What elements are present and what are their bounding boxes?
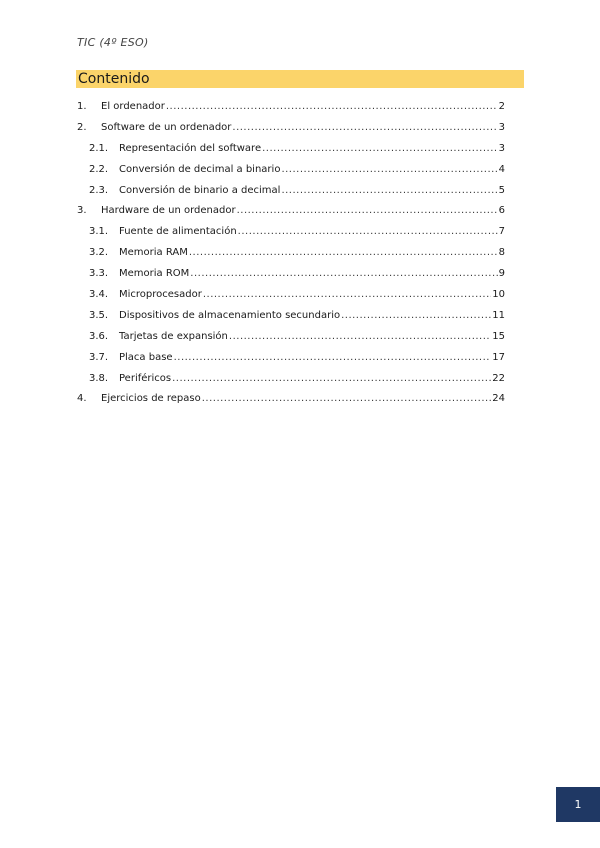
toc-entry-title: Representación del software: [119, 142, 262, 154]
toc-entry[interactable]: [77, 352, 505, 373]
toc-entry[interactable]: [77, 268, 505, 289]
dot-leader: [189, 247, 498, 258]
toc-entry-number: 3.1.: [89, 226, 109, 238]
toc-entry-number: 3.6.: [89, 330, 109, 342]
toc-entry[interactable]: [77, 185, 505, 206]
toc-entry-title: Fuente de alimentación: [119, 226, 237, 238]
toc-entry-number: 4.: [77, 393, 87, 405]
toc-entry[interactable]: [77, 331, 505, 352]
page-number-badge: [556, 787, 600, 822]
toc-entry[interactable]: [77, 289, 505, 310]
toc-entry-number: 3.4.: [89, 289, 109, 301]
toc-entry-number: 1.: [77, 101, 87, 112]
toc-entry[interactable]: [77, 143, 505, 164]
toc-entry-page: 3: [498, 121, 505, 133]
toc-entry-title: Hardware de un ordenador: [101, 205, 236, 217]
dot-leader: [238, 226, 498, 237]
toc-entry[interactable]: [77, 310, 505, 331]
toc-entry-title: Memoria ROM: [119, 268, 190, 280]
toc-entry-title: Periféricos: [119, 372, 172, 384]
toc-entry-page: 15: [492, 330, 505, 342]
toc-entry-number: 2.: [77, 121, 87, 133]
dot-leader: [232, 122, 497, 133]
toc-entry-page: 9: [498, 268, 505, 280]
toc-entry-number: 3.: [77, 205, 87, 217]
dot-leader: [202, 393, 492, 404]
toc-entry[interactable]: [77, 247, 505, 268]
toc-entry-page: 3: [498, 142, 505, 154]
toc-entry-page: 4: [498, 163, 505, 175]
toc-entry-page: 7: [498, 226, 505, 238]
toc-entry-page: 6: [498, 205, 505, 217]
page-header: TIC (4º ESO): [77, 36, 149, 49]
toc-entry-title: Microprocesador: [119, 289, 202, 301]
toc-entry[interactable]: [77, 164, 505, 185]
dot-leader: [174, 352, 492, 363]
dot-leader: [281, 164, 497, 175]
toc-entry-number: 2.1.: [89, 142, 109, 154]
toc-entry-page: 10: [492, 289, 505, 301]
toc-entry-title: Conversión de binario a decimal: [119, 184, 281, 196]
toc-entry-page: 5: [498, 184, 505, 196]
dot-leader: [190, 268, 497, 279]
dot-leader: [166, 101, 498, 112]
toc-entry-number: 2.2.: [89, 163, 109, 175]
toc-entry-title: Ejercicios de repaso: [101, 393, 201, 405]
toc-entry-number: 3.7.: [89, 351, 109, 363]
toc-entry-title: Tarjetas de expansión: [119, 330, 228, 342]
toc-entry-page: 24: [492, 393, 505, 405]
dot-leader: [172, 373, 491, 384]
toc-entry-page: 11: [492, 309, 505, 321]
toc-entry[interactable]: [77, 226, 505, 247]
dot-leader: [281, 185, 497, 196]
toc-entry-page: 2: [498, 101, 505, 112]
toc-entry-number: 2.3.: [89, 184, 109, 196]
toc-entry-page: 17: [492, 351, 505, 363]
dot-leader: [341, 310, 491, 321]
dot-leader: [262, 143, 498, 154]
toc-entry-page: 22: [492, 372, 505, 384]
page-number: 1: [574, 798, 582, 811]
toc-entry-title: Placa base: [119, 351, 173, 363]
toc-entry[interactable]: [77, 393, 505, 414]
toc-entry-page: 8: [498, 247, 505, 259]
toc-entry[interactable]: [77, 373, 505, 394]
toc-entry-title: Dispositivos de almacenamiento secundario: [119, 309, 341, 321]
toc-entry-title: Conversión de decimal a binario: [119, 163, 281, 175]
toc-entry-title: Software de un ordenador: [101, 121, 232, 133]
toc-entry-number: 3.8.: [89, 372, 109, 384]
toc-entry-title: Memoria RAM: [119, 247, 188, 259]
dot-leader: [203, 289, 491, 300]
toc-entry[interactable]: [77, 122, 505, 143]
toc-title: Contenido: [76, 70, 524, 88]
dot-leader: [237, 205, 498, 216]
toc-entry-number: 3.5.: [89, 309, 109, 321]
toc-entry[interactable]: [77, 205, 505, 226]
toc-entry-number: 3.2.: [89, 247, 109, 259]
toc-entry-title: El ordenador: [101, 101, 165, 112]
table-of-contents: [77, 101, 505, 414]
toc-entry[interactable]: [77, 101, 505, 122]
dot-leader: [229, 331, 491, 342]
toc-entry-number: 3.3.: [89, 268, 109, 280]
